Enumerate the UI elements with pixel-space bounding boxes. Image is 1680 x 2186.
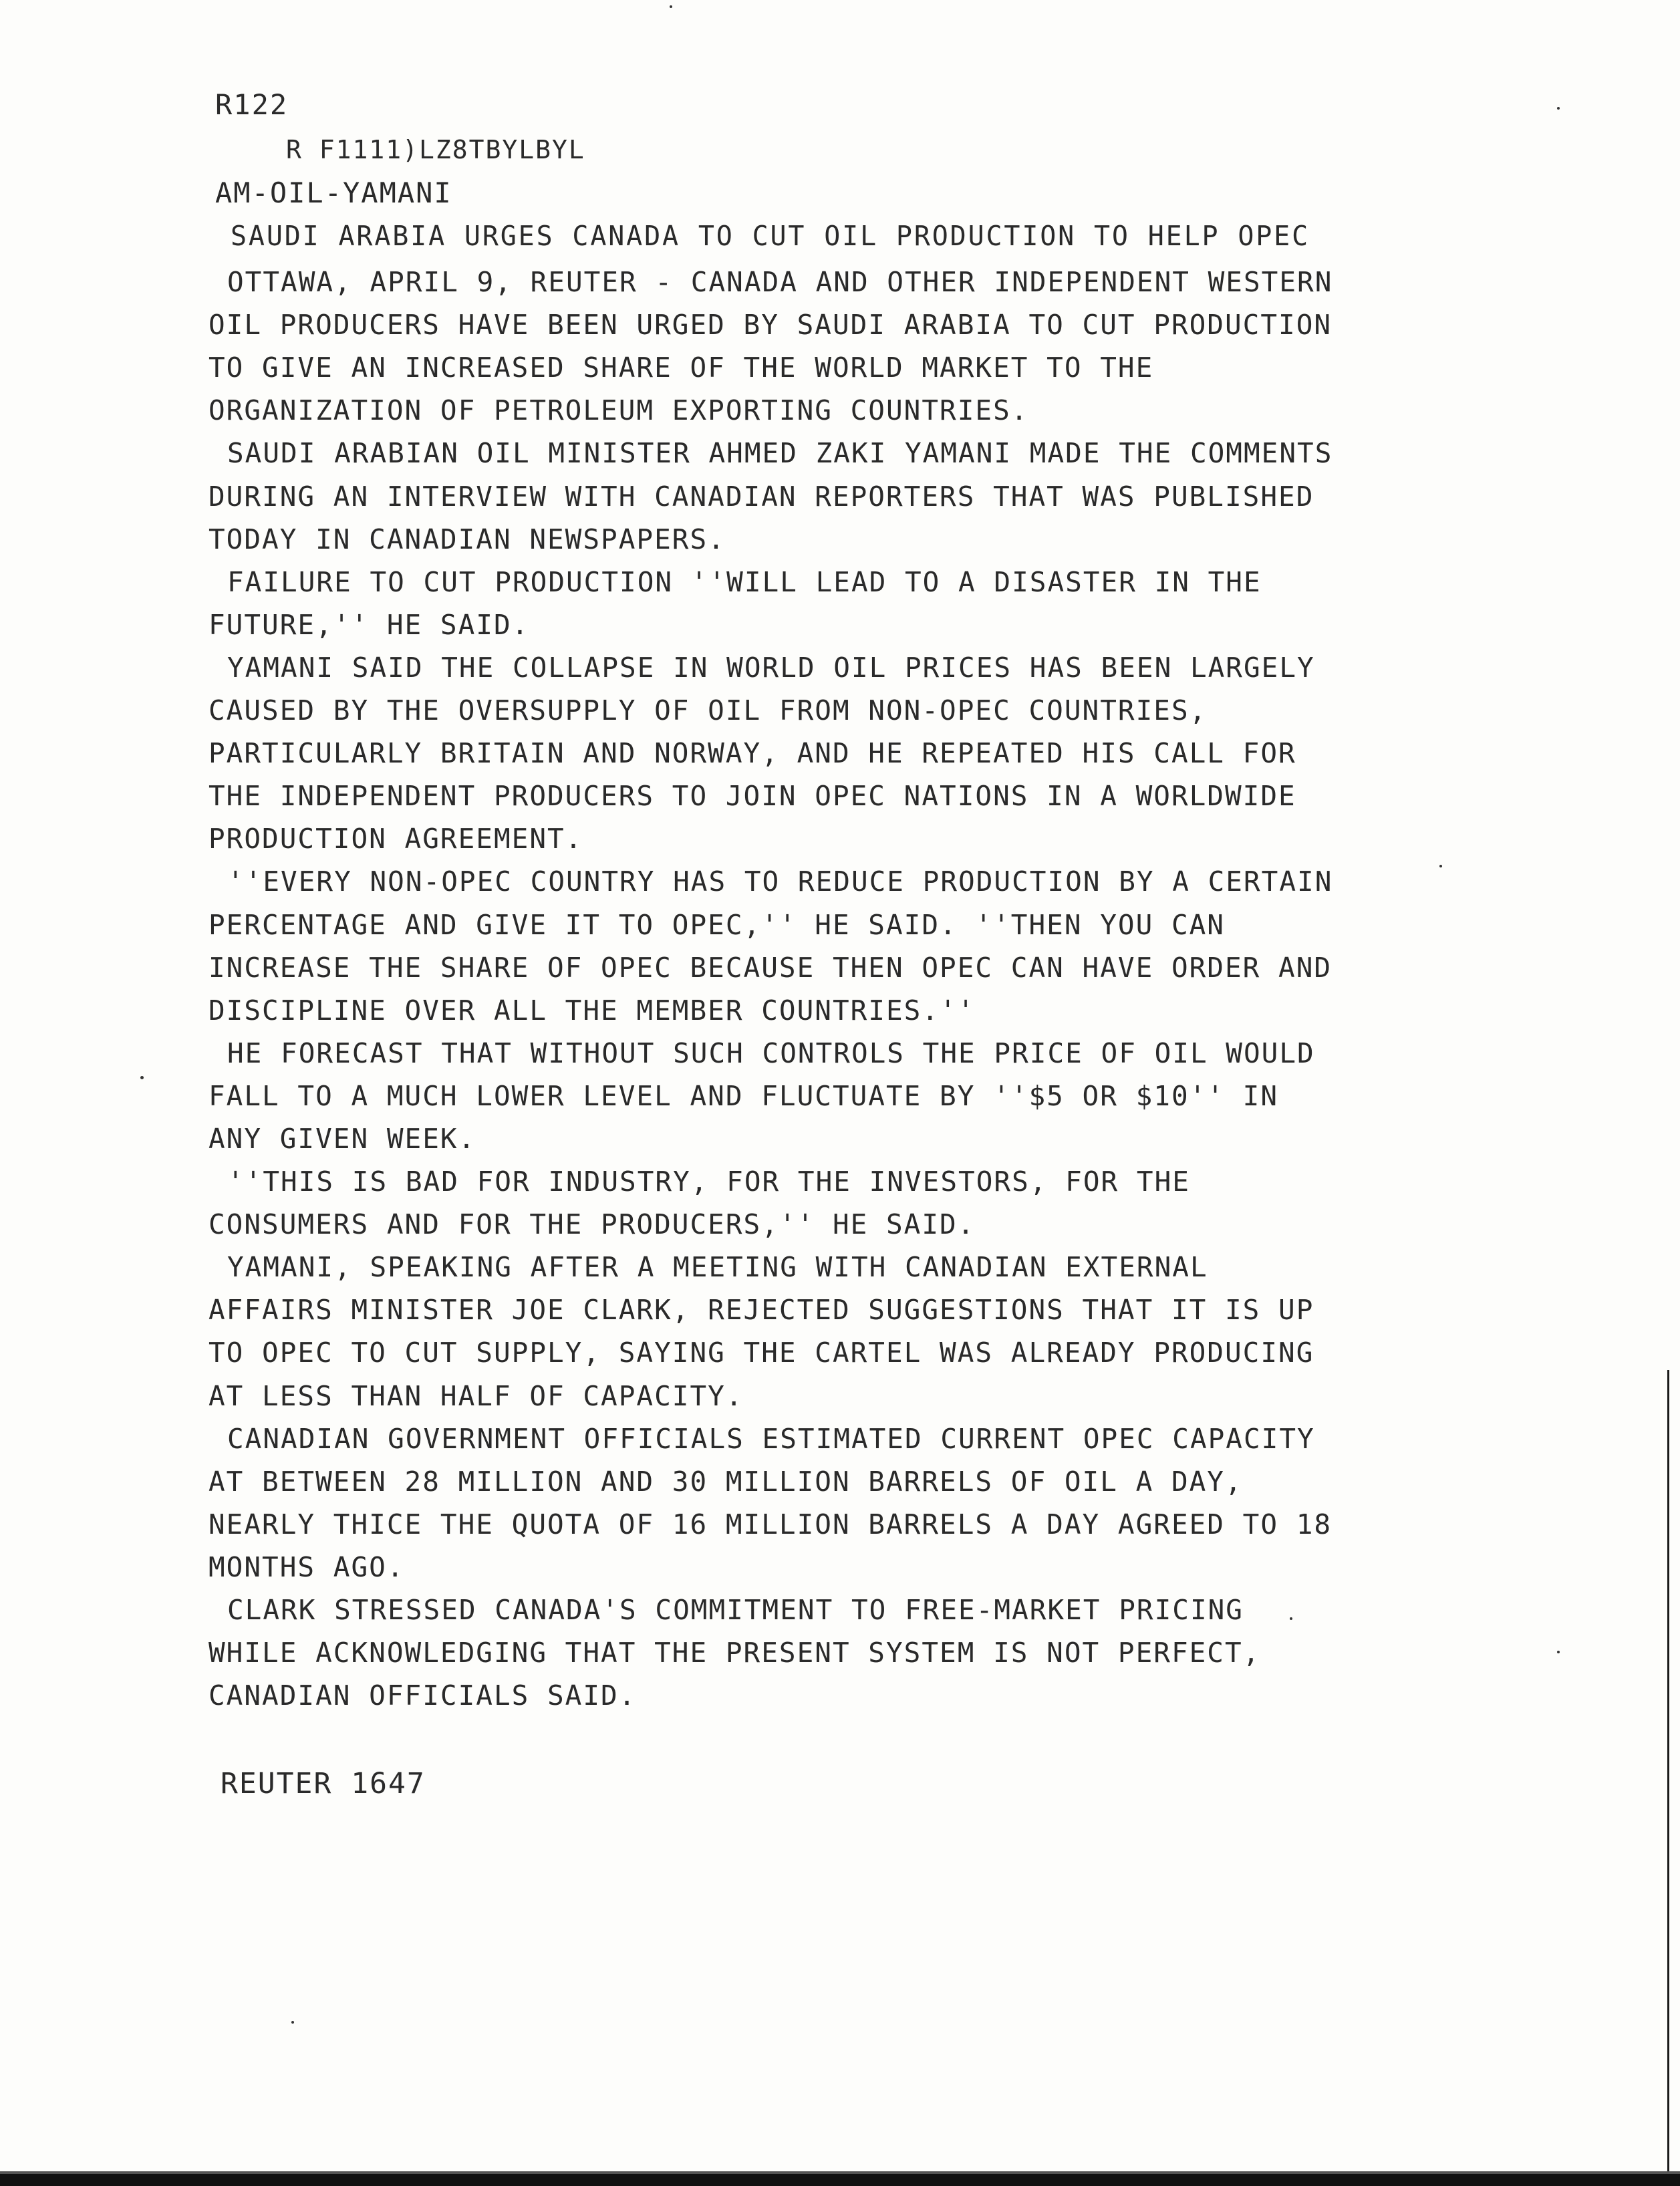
message-code: R122 — [215, 88, 289, 121]
article-line: FUTURE,'' HE SAID. — [208, 609, 530, 641]
article-line: OTTAWA, APRIL 9, REUTER - CANADA AND OTHER INDEPENDENT WESTERN — [227, 266, 1333, 298]
scan-speck — [1557, 107, 1560, 110]
article-line: FALL TO A MUCH LOWER LEVEL AND FLUCTUATE BY ''$5 OR $10'' IN — [208, 1080, 1279, 1112]
headline: SAUDI ARABIA URGES CANADA TO CUT OIL PRODUCTION TO HELP OPEC — [231, 220, 1310, 252]
article-line: AT BETWEEN 28 MILLION AND 30 MILLION BARRELS OF OIL A DAY, — [208, 1466, 1243, 1498]
article-line: SAUDI ARABIAN OIL MINISTER AHMED ZAKI YAMANI MADE THE COMMENTS — [227, 437, 1333, 469]
article-line: INCREASE THE SHARE OF OPEC BECAUSE THEN OPEC CAN HAVE ORDER AND — [208, 952, 1333, 984]
article-line: AT LESS THAN HALF OF CAPACITY. — [208, 1380, 744, 1412]
article-line: YAMANI SAID THE COLLAPSE IN WORLD OIL PRICES HAS BEEN LARGELY — [227, 652, 1315, 684]
article-line: PRODUCTION AGREEMENT. — [208, 823, 583, 855]
article-line: PARTICULARLY BRITAIN AND NORWAY, AND HE REPEATED HIS CALL FOR — [208, 737, 1296, 769]
article-line: DISCIPLINE OVER ALL THE MEMBER COUNTRIES.'' — [208, 994, 976, 1027]
article-line: WHILE ACKNOWLEDGING THAT THE PRESENT SYSTEM IS NOT PERFECT, — [208, 1637, 1261, 1669]
scan-edge-bottom — [0, 2174, 1680, 2186]
article-line: ORGANIZATION OF PETROLEUM EXPORTING COUNTRIES. — [208, 394, 1029, 426]
article-line: NEARLY THICE THE QUOTA OF 16 MILLION BARRELS A DAY AGREED TO 18 — [208, 1508, 1333, 1540]
signoff: REUTER 1647 — [221, 1767, 426, 1800]
article-line: YAMANI, SPEAKING AFTER A MEETING WITH CANADIAN EXTERNAL — [227, 1251, 1208, 1283]
article-line: CANADIAN OFFICIALS SAID. — [208, 1679, 637, 1712]
article-line: MONTHS AGO. — [208, 1551, 405, 1583]
article-line: OIL PRODUCERS HAVE BEEN URGED BY SAUDI ARABIA TO CUT PRODUCTION — [208, 309, 1333, 341]
scan-speck — [1557, 1651, 1560, 1653]
scan-edge-right — [1667, 1370, 1669, 2186]
article-line: FAILURE TO CUT PRODUCTION ''WILL LEAD TO A DISASTER IN THE — [227, 566, 1262, 598]
article-line: CANADIAN GOVERNMENT OFFICIALS ESTIMATED CURRENT OPEC CAPACITY — [227, 1423, 1315, 1455]
article-line: CONSUMERS AND FOR THE PRODUCERS,'' HE SAID. — [208, 1208, 976, 1240]
article-line: ''THIS IS BAD FOR INDUSTRY, FOR THE INVESTORS, FOR THE — [227, 1166, 1190, 1198]
scan-speck — [670, 5, 672, 8]
story-slug: AM-OIL-YAMANI — [215, 176, 452, 209]
article-line: DURING AN INTERVIEW WITH CANADIAN REPORTERS THAT WAS PUBLISHED — [208, 481, 1314, 513]
scan-speck — [1439, 865, 1442, 867]
scan-speck — [291, 2021, 294, 2024]
article-line: THE INDEPENDENT PRODUCERS TO JOIN OPEC NATIONS IN A WORLDWIDE — [208, 780, 1296, 812]
article-line: TODAY IN CANADIAN NEWSPAPERS. — [208, 523, 726, 555]
article-line: HE FORECAST THAT WITHOUT SUCH CONTROLS THE PRICE OF OIL WOULD — [227, 1037, 1315, 1069]
routing-code: R F1111)LZ8TBYLBYL — [286, 135, 585, 164]
scan-speck — [1290, 1617, 1292, 1620]
article-line: CLARK STRESSED CANADA'S COMMITMENT TO FREE-MARKET PRICING — [227, 1594, 1244, 1626]
article-line: CAUSED BY THE OVERSUPPLY OF OIL FROM NON-OPEC COUNTRIES, — [208, 694, 1208, 726]
article-line: ANY GIVEN WEEK. — [208, 1123, 476, 1155]
article-line: TO GIVE AN INCREASED SHARE OF THE WORLD MARKET TO THE — [208, 352, 1154, 384]
scan-speck — [140, 1076, 144, 1079]
article-line: TO OPEC TO CUT SUPPLY, SAYING THE CARTEL WAS ALREADY PRODUCING — [208, 1337, 1314, 1369]
article-line: AFFAIRS MINISTER JOE CLARK, REJECTED SUGGESTIONS THAT IT IS UP — [208, 1294, 1314, 1326]
article-line: PERCENTAGE AND GIVE IT TO OPEC,'' HE SAID. ''THEN YOU CAN — [208, 909, 1225, 941]
article-line: ''EVERY NON-OPEC COUNTRY HAS TO REDUCE PRODUCTION BY A CERTAIN — [227, 865, 1333, 898]
